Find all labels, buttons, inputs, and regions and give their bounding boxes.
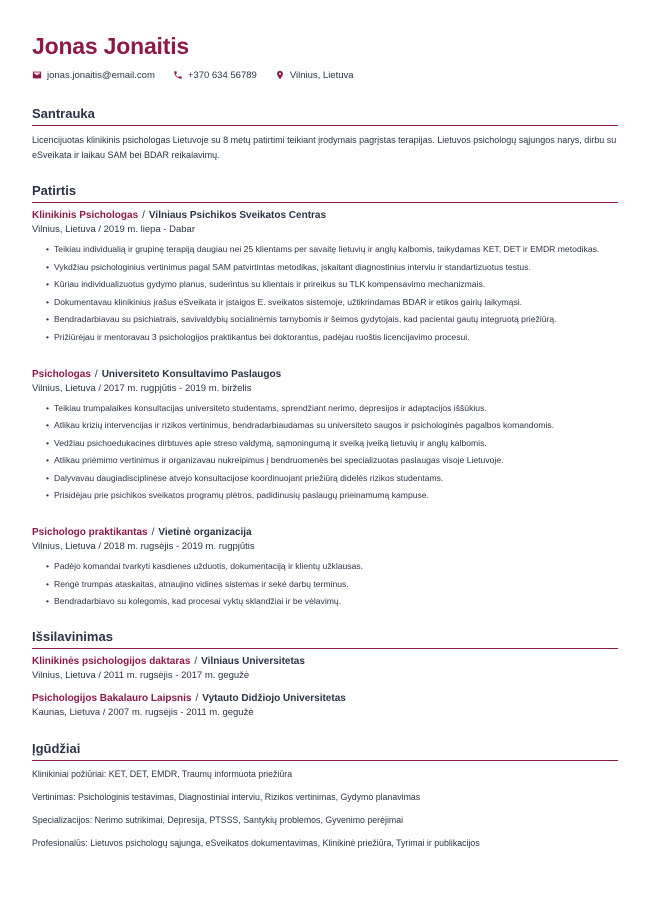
job-bullets [32, 401, 618, 503]
job-meta: Vilnius, Lietuva / 2017 m. rugpjūtis - 2019 m. birželis [32, 382, 252, 394]
job-entry [32, 368, 618, 503]
job-entry [32, 209, 618, 344]
separator: / [94, 368, 98, 380]
list-item: • Vedžiau psichoedukacines dirbtuves apie streso valdymą, sąmoningumą ir sveiką įveiką lietuvių ir anglų kalbomis. [48, 436, 618, 450]
school-name: Vytauto Didžiojo Universitetas [202, 693, 346, 704]
section-title: Įgūdžiai [32, 741, 618, 761]
separator: / [151, 527, 155, 538]
education-meta: Vilnius, Lietuva / 2011 m. rugsėjis - 2017 m. gegužė [32, 670, 250, 681]
education-entry [32, 655, 618, 683]
list-item: • Bendradarbiavau su psichiatrais, savivaldybių socialinėmis tarnybomis ir šeimos gydytojais, kad pacientai gautų integruotą priežiūrą. [48, 312, 618, 326]
job-title: Psichologo praktikantas [32, 527, 148, 538]
degree-title: Klinikinės psichologijos daktaras [32, 656, 191, 667]
job-heading [32, 368, 618, 382]
school-name: Vilniaus Universitetas [201, 656, 305, 667]
section-title: Santrauka [32, 106, 618, 126]
contact-row [32, 67, 618, 83]
list-item: • Prisidėjau prie psichikos sveikatos programų plėtros, padidinusių paslaugų prieinamumą kampuse. [48, 488, 618, 502]
skills-section [32, 741, 618, 850]
job-bullets [32, 242, 618, 344]
list-item: • Rengė trumpas ataskaitas, atnaujino vidines sistemas ir sekė darbų terminus. [48, 577, 618, 591]
job-heading [32, 209, 618, 223]
company-name: Vilniaus Psichikos Sveikatos Centras [148, 210, 327, 221]
job-title: Klinikinis Psichologas [32, 210, 139, 221]
education-section [32, 629, 618, 720]
company-name: Vietinė organizacija [158, 527, 252, 538]
job-title: Psichologas [32, 368, 91, 380]
separator: / [194, 656, 198, 667]
skill-row: Vertinimas: Psichologinis testavimas, Diagnostiniai interviu, Rizikos vertinimas, Gydymo planavimas [32, 792, 421, 802]
experience-section [32, 183, 618, 608]
job-heading [32, 526, 618, 540]
list-item: • Atlikau priėmimo vertinimus ir organizavau nukreipimus į bendruomenės bei specializuotas paslaugas visoje Lietuvoje. [48, 453, 618, 467]
job-bullets [32, 559, 618, 608]
company-name: Universiteto Konsultavimo Paslaugos [101, 368, 282, 380]
education-meta: Kaunas, Lietuva / 2007 m. rugsėjis - 2011 m. gegužė [32, 707, 254, 718]
section-title: Patirtis [32, 183, 618, 203]
skills-list [32, 767, 618, 850]
job-meta: Vilnius, Lietuva / 2018 m. rugsėjis - 2019 m. rugpjūtis [32, 541, 255, 552]
contact-location [275, 70, 354, 81]
candidate-name: Jonas Jonaitis [32, 33, 189, 59]
education-entry [32, 692, 618, 720]
education-heading [32, 655, 618, 669]
degree-title: Psichologijos Bakalauro Laipsnis [32, 693, 192, 704]
list-item: • Atlikau krizių intervencijas ir rizikos vertinimus, bendradarbiaudamas su universiteto saugos ir psichologinės pagalbos komandomis. [48, 418, 618, 432]
location-pin-icon [275, 70, 285, 80]
section-title: Išsilavinimas [32, 629, 618, 649]
skill-row: Specializacijos: Nerimo sutrikimai, Depresija, PTSSS, Santykių problemos, Gyvenimo perėjimai [32, 815, 404, 825]
list-item: • Padėjo komandai tvarkyti kasdienes užduotis, dokumentaciją ir klientų užklausas. [48, 559, 618, 573]
skill-row: Profesionalūs: Lietuvos psichologų sąjunga, eSveikatos dokumentavimas, Klinikinė priežiūra, Tyrimai ir publikacijos [32, 838, 480, 848]
location-text: Vilnius, Lietuva [289, 69, 354, 81]
resume-header [32, 32, 618, 83]
list-item: • Dalyvavau daugiadisciplinėse atvejo konsultacijose koordinuojant priežiūrą didelės rizikos studentams. [48, 471, 618, 485]
phone-icon [173, 70, 183, 80]
list-item: • Dokumentavau klinikinius įrašus eSveikata ir įstaigos E. sveikatos sistemoje, užtikrindamas BDAR ir etikos gairių laikymąsi. [48, 295, 618, 309]
list-item: • Vykdžiau psichologinius vertinimus pagal SAM patvirtintas metodikas, įskaitant diagnostinius interviu ir standartizuotus testus. [48, 260, 618, 274]
separator: / [142, 210, 145, 221]
separator: / [195, 693, 199, 704]
mail-icon [32, 70, 42, 80]
education-heading [32, 692, 618, 706]
list-item: • Teikiau individualią ir grupinę terapiją daugiau nei 25 klientams per savaitę lietuvių ir anglų kalbomis, taikydamas KET, DET ir EMDR metodikas. [48, 242, 618, 256]
job-meta: Vilnius, Lietuva / 2019 m. liepa - Dabar [32, 224, 195, 235]
skill-row: Klinikiniai požiūriai: KET, DET, EMDR, Traumų informuota priežiūra [32, 769, 293, 779]
contact-email[interactable] [32, 70, 155, 81]
list-item: • Prižiūrėjau ir mentoravau 3 psichologijos praktikantus bei doktorantus, padėjau ruoštis licencijavimo procesui. [48, 330, 618, 344]
list-item: • Kūriau individualizuotus gydymo planus, suderintus su klientais ir prireikus su TLK kompensavimo mechanizmais. [48, 277, 618, 291]
phone-text: +370 634 56789 [187, 69, 257, 81]
contact-phone[interactable] [173, 70, 257, 81]
summary-section [32, 106, 618, 163]
email-text: jonas.jonaitis@email.com [47, 69, 155, 81]
list-item: • Teikiau trumpalaikes konsultacijas universiteto studentams, sprendžiant nerimo, depresijos ir adaptacijos iššūkius. [48, 401, 618, 415]
list-item: • Bendradarbiavo su kolegomis, kad procesai vyktų sklandžiai ir be vėlavimų. [48, 594, 618, 608]
job-entry [32, 526, 618, 608]
summary-text: Licencijuotas klinikinis psichologas Lietuvoje su 8 metų patirtimi teikiant įrodymais pagrįstas terapijas. Lietuvos psichologų sąjungos narys, dirbu su eSveikata ir laikau SAM bei BDAR reikalavimų. [32, 135, 617, 160]
